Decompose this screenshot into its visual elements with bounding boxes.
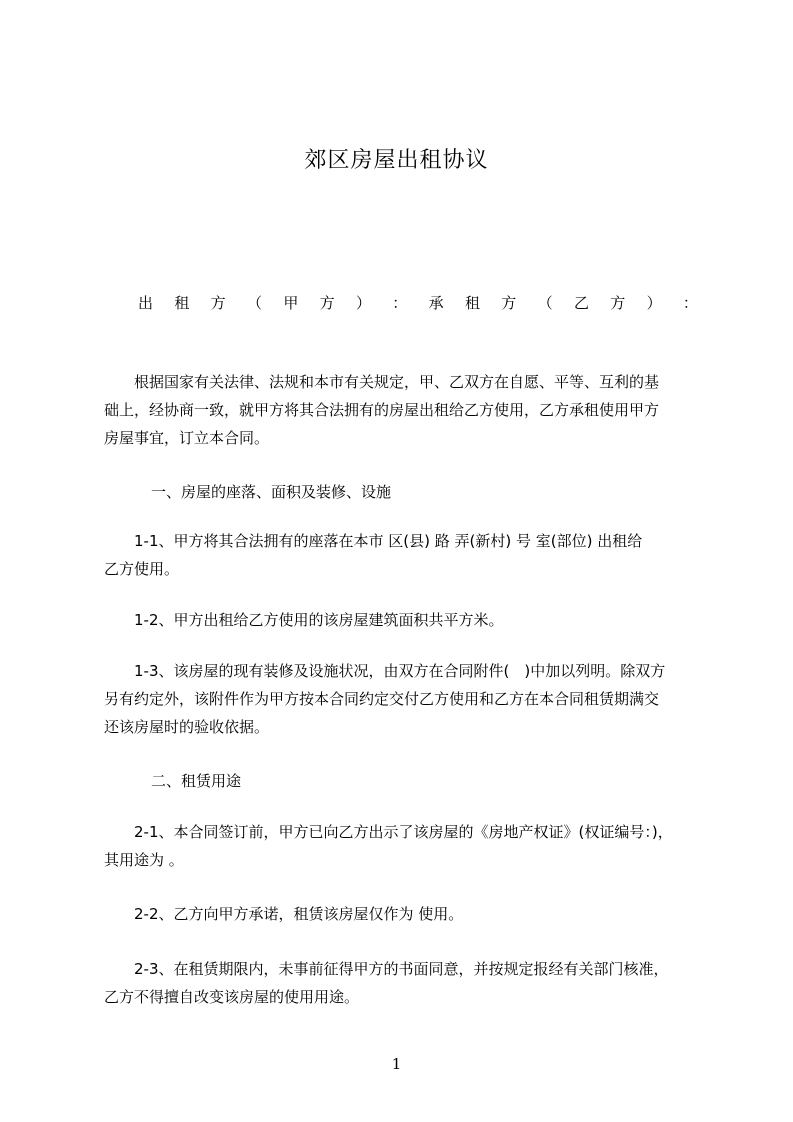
text-line: 其用途为 。 xyxy=(104,851,184,869)
text-line: 根据国家有关法律、法规和本市有关规定，甲、乙双方在自愿、平等、互利的基 xyxy=(104,373,660,391)
parties-char: 方 xyxy=(319,294,335,312)
text-line: 另有约定外，该附件作为甲方按本合同约定交付乙方使用和乙方在本合同租赁期满交 xyxy=(104,690,660,708)
parties-char: 租 xyxy=(464,294,480,312)
text-line: 2-2、乙方向甲方承诺，租赁该房屋仅作为 使用。 xyxy=(104,905,464,923)
parties-char: 方 xyxy=(501,294,517,312)
clause-1-1 xyxy=(104,527,724,583)
text-line: 二、租赁用途 xyxy=(136,772,242,790)
parties-char: ： xyxy=(392,294,408,312)
intro-paragraph xyxy=(104,368,724,452)
text-line: 1-1、甲方将其合法拥有的座落在本市 区(县) 路 弄(新村) 号 室(部位) 出租给 xyxy=(104,532,643,550)
section-heading-2 xyxy=(136,767,756,795)
text-line: 1-3、该房屋的现有装修及设施状况，由双方在合同附件( )中加以列明。除双方 xyxy=(104,662,666,680)
clause-1-3 xyxy=(104,657,724,741)
clause-1-2 xyxy=(104,606,724,634)
text-line: 乙方使用。 xyxy=(104,560,180,578)
text-line: 还该房屋时的验收依据。 xyxy=(104,718,270,736)
parties-line xyxy=(138,292,698,313)
text-line: 乙方不得擅自改变该房屋的使用用途。 xyxy=(104,988,360,1006)
parties-char: 租 xyxy=(174,294,190,312)
parties-char: 方 xyxy=(210,294,226,312)
text-line: 1-2、甲方出租给乙方使用的该房屋建筑面积共平方米。 xyxy=(104,611,504,629)
parties-char: 乙 xyxy=(573,294,589,312)
text-line: 一、房屋的座落、面积及装修、设施 xyxy=(136,483,392,501)
parties-char: （ xyxy=(537,294,553,312)
parties-char: 方 xyxy=(610,294,626,312)
section-heading-1 xyxy=(136,478,756,506)
parties-char: ） xyxy=(355,294,371,312)
text-line: 2-3、在租赁期限内，未事前征得甲方的书面同意，并按规定报经有关部门核准， xyxy=(104,960,669,978)
document-title: 郊区房屋出租协议 xyxy=(304,148,489,173)
parties-char: 承 xyxy=(428,294,444,312)
parties-char: ： xyxy=(682,294,698,312)
parties-char: 出 xyxy=(138,294,154,312)
text-line: 础上，经协商一致，就甲方将其合法拥有的房屋出租给乙方使用，乙方承租使用甲方 xyxy=(104,401,660,419)
text-line: 2-1、本合同签订前，甲方已向乙方出示了该房屋的《房地产权证》(权证编号：)， xyxy=(104,823,673,841)
page-number: 1 xyxy=(391,1055,402,1073)
parties-char: （ xyxy=(246,294,262,312)
clause-2-1 xyxy=(104,818,724,874)
parties-char: ） xyxy=(646,294,662,312)
text-line: 房屋事宜，订立本合同。 xyxy=(104,429,270,447)
clause-2-3 xyxy=(104,955,724,1011)
clause-2-2 xyxy=(104,900,724,928)
parties-char: 甲 xyxy=(283,294,299,312)
